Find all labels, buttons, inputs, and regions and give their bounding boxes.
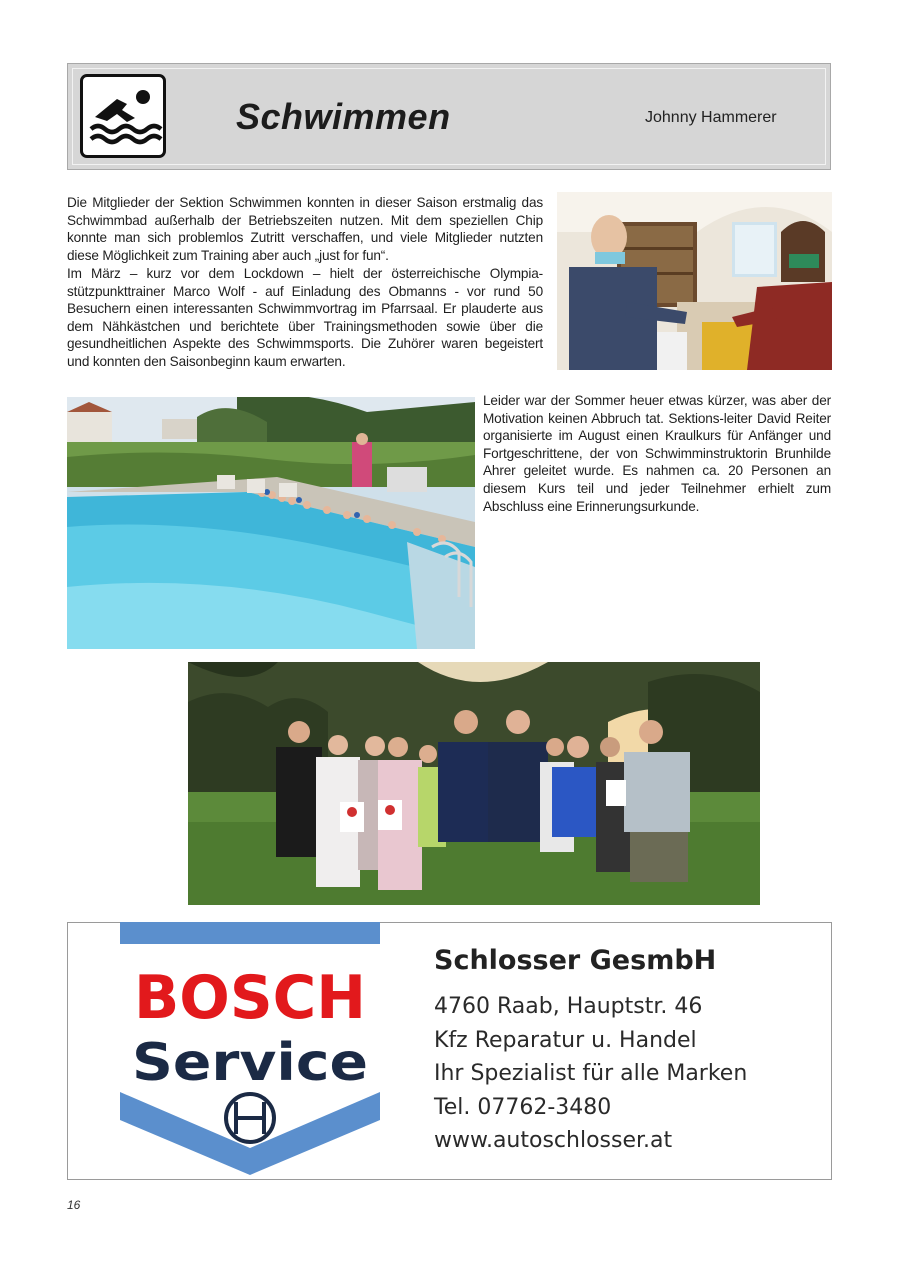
swimmer-icon	[80, 74, 166, 158]
paragraph-intro: Die Mitglieder der Sektion Schwimmen konnten in dieser Saison erstmalig das Schwimmbad außerhalb der Betriebszeiten nutzen. Mit dem speziellen Chip konnte man sich problemlos Zutritt verschaffen, und viele Mitglieder nutzten diese Möglichkeit zum Training aber auch „just for fun“.	[67, 195, 543, 263]
paragraph-summer-course: Leider war der Sommer heuer etwas kürzer, was aber der Motivation keinen Abbruch tat. Sektions-leiter David Reiter organisierte im August einen Kraulkurs für Anfänger und Fortgeschrittene, der von Schwimminstruktorin Brunhilde Ahrer geleitet wurde. Es nahmen ca. 20 Personen an diesem Kurs teil und jeder Teilnehmer erhielt zum Abschluss eine Erinnerungsurkunde.	[483, 393, 831, 514]
photo-chip-handover	[557, 192, 832, 370]
article-header	[67, 63, 831, 170]
ad-slogan: Ihr Spezialist für alle Marken	[434, 1061, 748, 1086]
advertisement-bosch-service	[67, 922, 832, 1180]
ad-service: Kfz Reparatur u. Handel	[434, 1027, 697, 1053]
photo-group-certificates	[188, 662, 760, 905]
author-name: Johnny Hammerer	[645, 109, 777, 126]
page-title: Schwimmen	[236, 96, 451, 137]
bosch-service-logo	[120, 922, 380, 1175]
paragraph-lecture: Im März – kurz vor dem Lockdown – hielt der österreichische Olympia-stützpunkttrainer Marco Wolf - auf Einladung des Obmanns - vor rund 50 Besuchern einen interessanten Schwimmvortrag im Pfarrsaal. Er plauderte aus dem Nähkästchen und berichtete über Trainingsmethoden sowie über die gesundheitlichen Aspekte des Schwimmsports. Die Zuhörer waren begeistert und konnten den Saisonbeginn kaum erwarten.	[67, 266, 543, 369]
logo-bosch-text: BOSCH	[134, 963, 366, 1033]
ad-website: www.autoschlosser.at	[434, 1128, 673, 1153]
photo-pool-swimmers	[67, 397, 475, 649]
logo-service-text: Service	[132, 1033, 368, 1093]
ad-company-name: Schlosser GesmbH	[434, 945, 717, 976]
page-number: 16	[67, 1198, 81, 1212]
ad-contact-block	[434, 945, 747, 1158]
ad-address: 4760 Raab, Hauptstr. 46	[434, 994, 703, 1019]
ad-phone: Tel. 07762-3480	[434, 1094, 612, 1120]
